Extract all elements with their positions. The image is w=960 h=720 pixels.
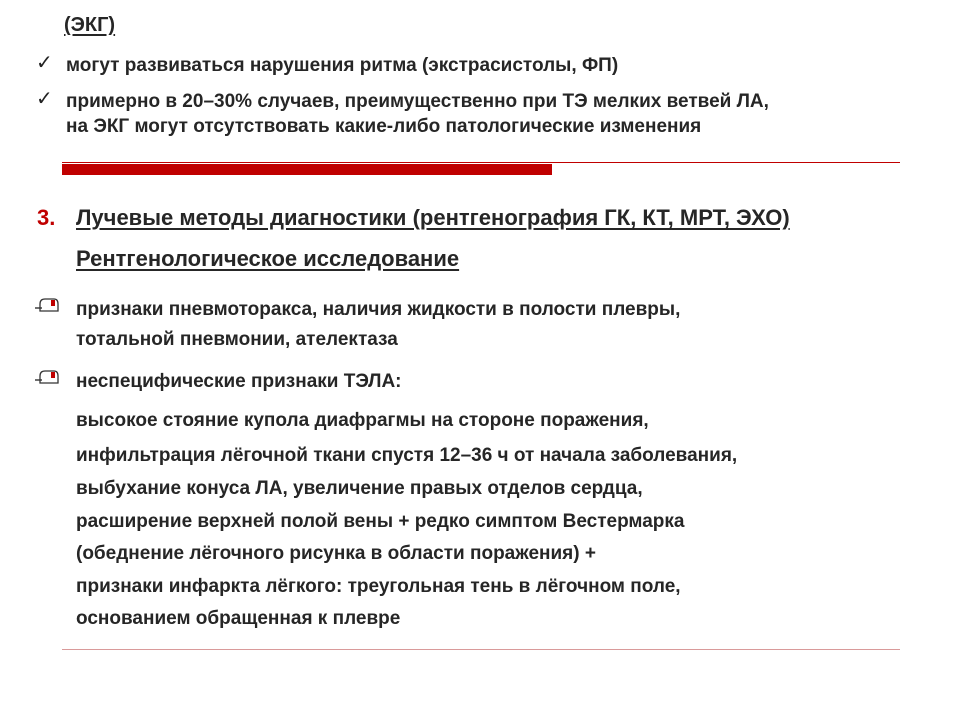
detail-line: высокое стояние купола диафрагмы на стороне поражения, bbox=[76, 410, 649, 431]
section-number: 3. bbox=[37, 205, 56, 230]
xray-item-2: неспецифические признаки ТЭЛА: bbox=[76, 371, 402, 392]
xray-item-1-line-2: тотальной пневмонии, ателектаза bbox=[76, 329, 398, 350]
mailbox-icon bbox=[34, 368, 60, 388]
checkmark-icon: ✓ bbox=[36, 50, 53, 74]
ecg-item-2-line-1: примерно в 20–30% случаев, преимущественно при ТЭ мелких ветвей ЛА, bbox=[66, 91, 769, 112]
detail-line: признаки инфаркта лёгкого: треугольная тень в лёгочном поле, bbox=[76, 576, 681, 597]
xray-item-1-line-1: признаки пневмоторакса, наличия жидкости в полости плевры, bbox=[76, 299, 681, 320]
detail-line: основанием обращенная к плевре bbox=[76, 608, 401, 629]
divider-thick-bar bbox=[62, 164, 552, 175]
divider-thin bbox=[62, 162, 900, 163]
ecg-title: (ЭКГ) bbox=[64, 14, 116, 36]
divider-bottom bbox=[62, 649, 900, 650]
detail-line: выбухание конуса ЛА, увеличение правых отделов сердца, bbox=[76, 478, 643, 499]
ecg-item-2-line-2: на ЭКГ могут отсутствовать какие-либо патологические изменения bbox=[66, 116, 702, 137]
section-subtitle: Рентгенологическое исследование bbox=[76, 246, 460, 271]
detail-line: (обеднение лёгочного рисунка в области поражения) + bbox=[76, 543, 596, 564]
ecg-item-1: могут развиваться нарушения ритма (экстрасистолы, ФП) bbox=[66, 55, 619, 76]
detail-line: инфильтрация лёгочной ткани спустя 12–36 ч от начала заболевания, bbox=[76, 445, 738, 466]
detail-line: расширение верхней полой вены + редко симптом Вестермарка bbox=[76, 511, 685, 532]
section-title: Лучевые методы диагностики (рентгенография ГК, КТ, МРТ, ЭХО) bbox=[76, 205, 790, 230]
mailbox-icon bbox=[34, 296, 60, 316]
checkmark-icon: ✓ bbox=[36, 86, 53, 110]
